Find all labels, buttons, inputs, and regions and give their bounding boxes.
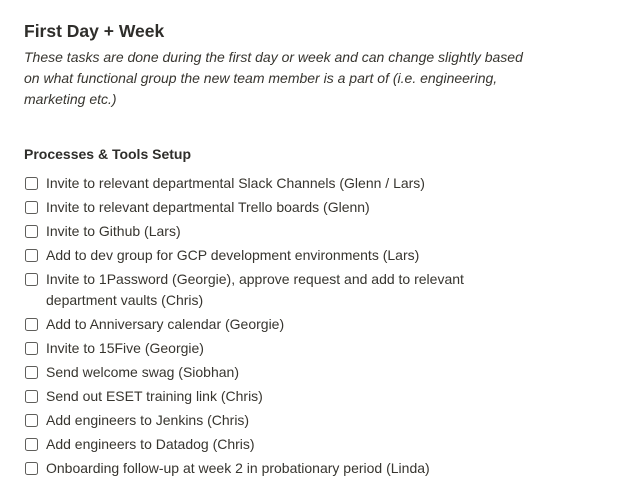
checklist-item[interactable] (24, 245, 531, 266)
checklist-item-label: Invite to relevant departmental Trello boards (Glenn) (46, 199, 370, 215)
checkbox-unchecked-icon[interactable] (25, 201, 38, 214)
checkbox-unchecked-icon[interactable] (25, 462, 38, 475)
checklist-item-label: Send welcome swag (Siobhan) (46, 364, 239, 380)
checkbox-unchecked-icon[interactable] (25, 414, 38, 427)
checklist-item-label: Onboarding follow-up at week 2 in probationary period (Linda) (46, 460, 430, 476)
checkbox-unchecked-icon[interactable] (25, 390, 38, 403)
checklist-item[interactable] (24, 362, 531, 383)
checkbox-unchecked-icon[interactable] (25, 342, 38, 355)
checkbox-unchecked-icon[interactable] (25, 438, 38, 451)
checklist (24, 173, 531, 479)
checklist-item[interactable] (24, 386, 531, 407)
checklist-item[interactable] (24, 314, 531, 335)
checklist-item-label: Invite to 15Five (Georgie) (46, 340, 204, 356)
checklist-item-label: Send out ESET training link (Chris) (46, 388, 263, 404)
checklist-item[interactable] (24, 221, 531, 242)
checkbox-unchecked-icon[interactable] (25, 225, 38, 238)
checklist-item-label: Invite to 1Password (Georgie), approve request and add to relevant department vaults (Chris) (46, 271, 464, 308)
checkbox-unchecked-icon[interactable] (25, 249, 38, 262)
checkbox-unchecked-icon[interactable] (25, 273, 38, 286)
checklist-item[interactable] (24, 410, 531, 431)
checklist-item-label: Invite to Github (Lars) (46, 223, 181, 239)
checklist-item-label: Add engineers to Jenkins (Chris) (46, 412, 250, 428)
checklist-item-label: Add engineers to Datadog (Chris) (46, 436, 255, 452)
checklist-item-label: Invite to relevant departmental Slack Channels (Glenn / Lars) (46, 175, 425, 191)
checklist-item[interactable] (24, 197, 531, 218)
checklist-item[interactable] (24, 269, 531, 311)
checklist-item[interactable] (24, 338, 531, 359)
checklist-item[interactable] (24, 458, 531, 479)
checkbox-unchecked-icon[interactable] (25, 366, 38, 379)
section-heading: Processes & Tools Setup (24, 146, 192, 162)
checklist-item-label: Add to Anniversary calendar (Georgie) (46, 316, 285, 332)
page-description: These tasks are done during the first day or week and can change slightly based on what functional group the new team member is a part of (i.e. engineering, marketing etc.) (24, 49, 523, 107)
page-title: First Day + Week (24, 21, 165, 41)
checklist-item-label: Add to dev group for GCP development environments (Lars) (46, 247, 420, 263)
checkbox-unchecked-icon[interactable] (25, 318, 38, 331)
checklist-item[interactable] (24, 173, 531, 194)
checkbox-unchecked-icon[interactable] (25, 177, 38, 190)
